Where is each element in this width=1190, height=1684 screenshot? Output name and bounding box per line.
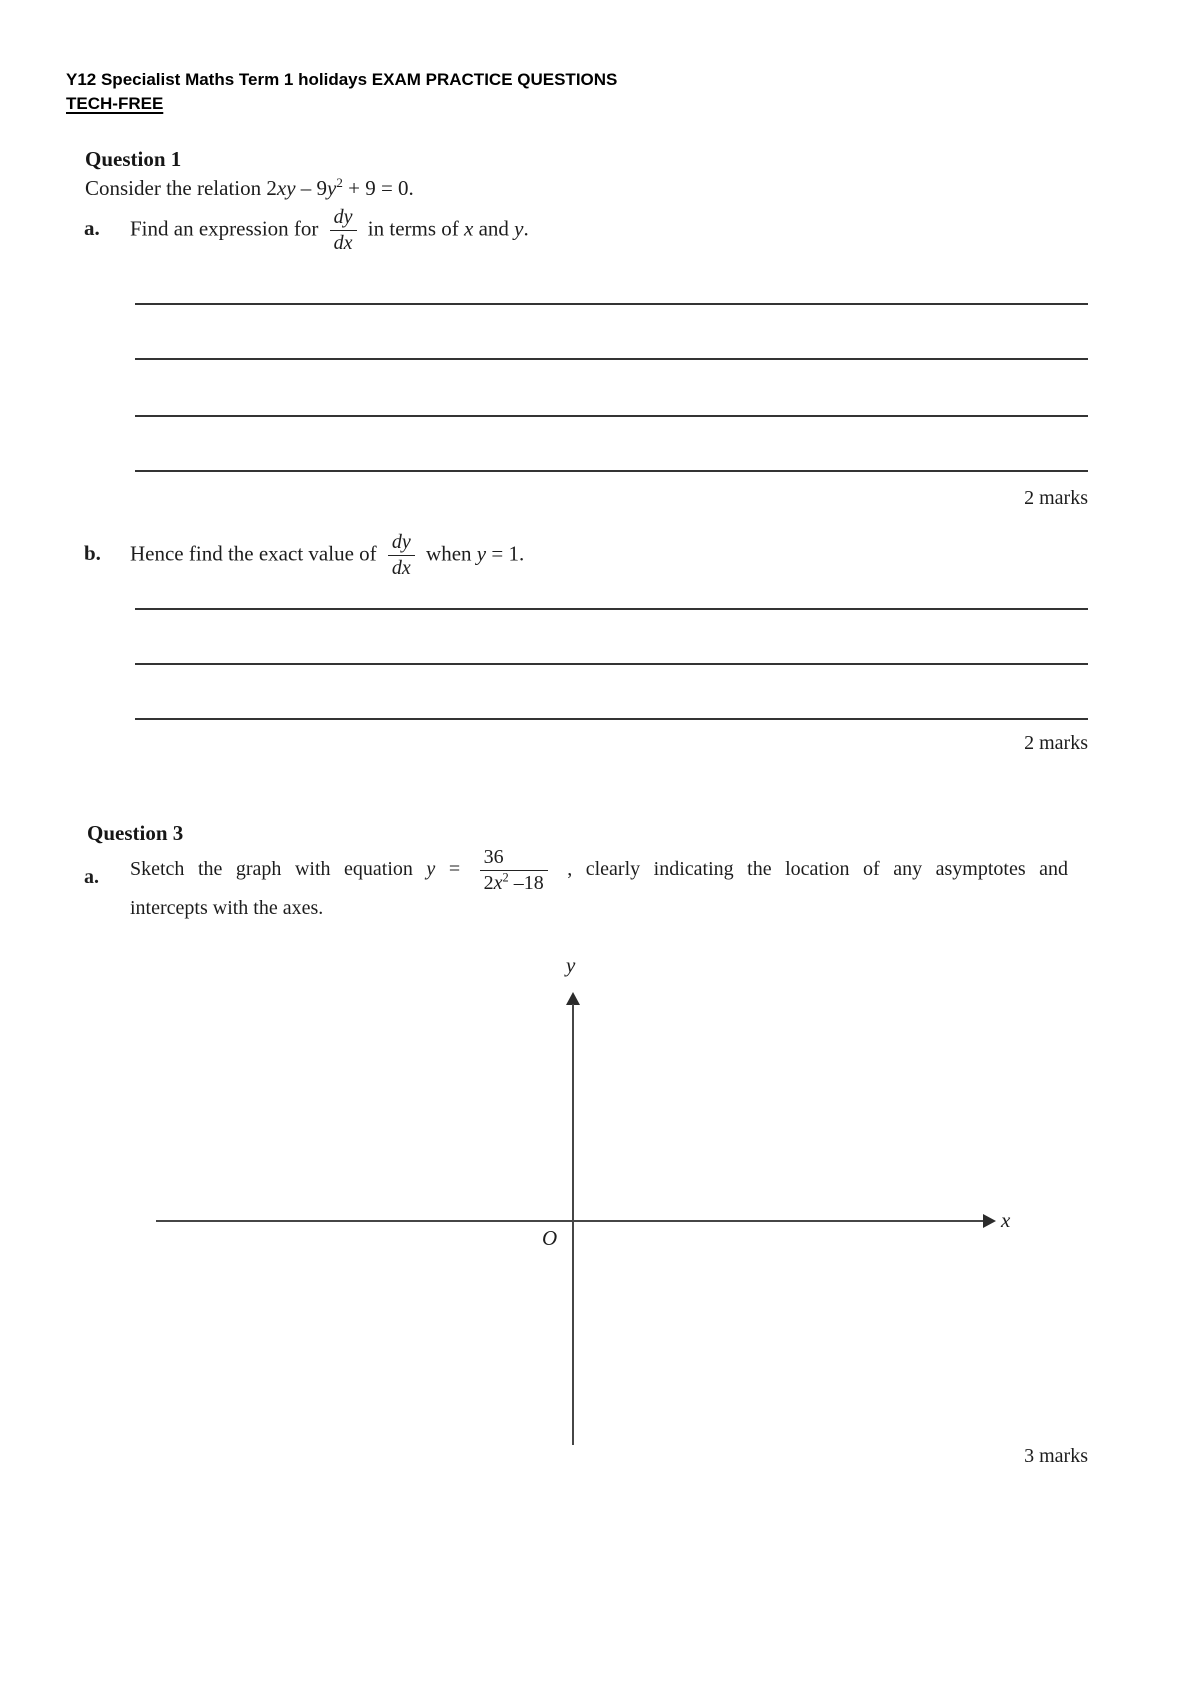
q3a-y: y bbox=[426, 858, 436, 881]
question-3-part-a bbox=[84, 846, 1074, 921]
q3a-text-line1 bbox=[130, 846, 1068, 895]
y-axis-line bbox=[572, 1004, 574, 1445]
q1-intro-xy: xy bbox=[276, 176, 296, 200]
document-header bbox=[66, 68, 617, 116]
q3a-den-var: x bbox=[493, 872, 503, 894]
q1b-frac-denominator: dx bbox=[391, 557, 411, 579]
q1-intro-pre: Consider the relation bbox=[85, 176, 267, 200]
q1b-end: = 1. bbox=[491, 541, 525, 566]
fraction-36-over-2x2-minus-18 bbox=[480, 846, 548, 895]
answer-line bbox=[135, 358, 1088, 360]
q1a-mid: in terms of bbox=[367, 216, 459, 241]
answer-line bbox=[135, 608, 1088, 610]
q1-intro-tail: + 9 = 0. bbox=[342, 176, 414, 200]
q3a-pre: Sketch the graph with equation bbox=[130, 858, 413, 881]
q1a-marks-label: 2 marks bbox=[1024, 487, 1088, 509]
q1b-y: y bbox=[476, 541, 487, 566]
q1-intro-y: y bbox=[327, 176, 337, 200]
q1a-pre: Find an expression for bbox=[130, 216, 319, 241]
q3a-frac-denominator bbox=[480, 871, 548, 895]
question-1-intro bbox=[85, 176, 414, 201]
x-axis-label: x bbox=[1001, 1208, 1011, 1232]
q1-intro-coef: 2 bbox=[266, 176, 277, 200]
q1b-frac-numerator: dy bbox=[388, 531, 415, 556]
q3a-text bbox=[130, 846, 1068, 921]
q1-intro-mid: – 9 bbox=[295, 176, 328, 200]
fraction-dy-dx bbox=[388, 531, 415, 580]
q3a-eq: = bbox=[448, 858, 461, 881]
question-1-part-a bbox=[84, 206, 529, 255]
q1a-y: y bbox=[514, 216, 524, 241]
q1a-end: . bbox=[523, 216, 529, 241]
q1b-marks-label: 2 marks bbox=[1024, 732, 1088, 754]
answer-line bbox=[135, 718, 1088, 720]
question-1-title: Question 1 bbox=[85, 147, 182, 171]
q1a-and: and bbox=[478, 216, 509, 241]
y-axis-label: y bbox=[566, 953, 576, 977]
q3a-marks-label: 3 marks bbox=[1024, 1445, 1088, 1467]
x-axis-line bbox=[156, 1220, 985, 1222]
header-subtitle-tech-free: TECH-FREE bbox=[66, 94, 164, 113]
q1a-frac-numerator: dy bbox=[330, 206, 357, 231]
q3a-post: , clearly indicating the location of any asymptotes and bbox=[567, 858, 1068, 881]
answer-line bbox=[135, 415, 1088, 417]
q3a-den-tail: –18 bbox=[508, 872, 544, 894]
answer-line bbox=[135, 470, 1088, 472]
q3a-den-coef: 2 bbox=[483, 872, 494, 894]
q1a-frac-denominator: dx bbox=[333, 232, 353, 254]
q1b-mid: when bbox=[426, 541, 472, 566]
question-1-part-b bbox=[84, 531, 524, 580]
q1a-x: x bbox=[464, 216, 474, 241]
q3a-label: a. bbox=[84, 866, 99, 888]
q1a-label: a. bbox=[84, 216, 100, 241]
fraction-dy-dx bbox=[330, 206, 357, 255]
header-title: Y12 Specialist Maths Term 1 holidays EXAM PRACTICE QUESTIONS bbox=[66, 70, 618, 89]
answer-line bbox=[135, 303, 1088, 305]
x-axis-arrowhead-icon bbox=[983, 1214, 996, 1228]
question-3-title: Question 3 bbox=[87, 821, 184, 845]
q1b-pre: Hence find the exact value of bbox=[130, 541, 377, 566]
q3a-frac-numerator: 36 bbox=[480, 846, 548, 871]
origin-label: O bbox=[542, 1226, 558, 1250]
q3a-text-line2: intercepts with the axes. bbox=[130, 897, 324, 919]
q1b-label: b. bbox=[84, 541, 101, 566]
q3a-den-sup: 2 bbox=[502, 870, 509, 885]
answer-line bbox=[135, 663, 1088, 665]
q1-intro-sup: 2 bbox=[336, 175, 343, 190]
